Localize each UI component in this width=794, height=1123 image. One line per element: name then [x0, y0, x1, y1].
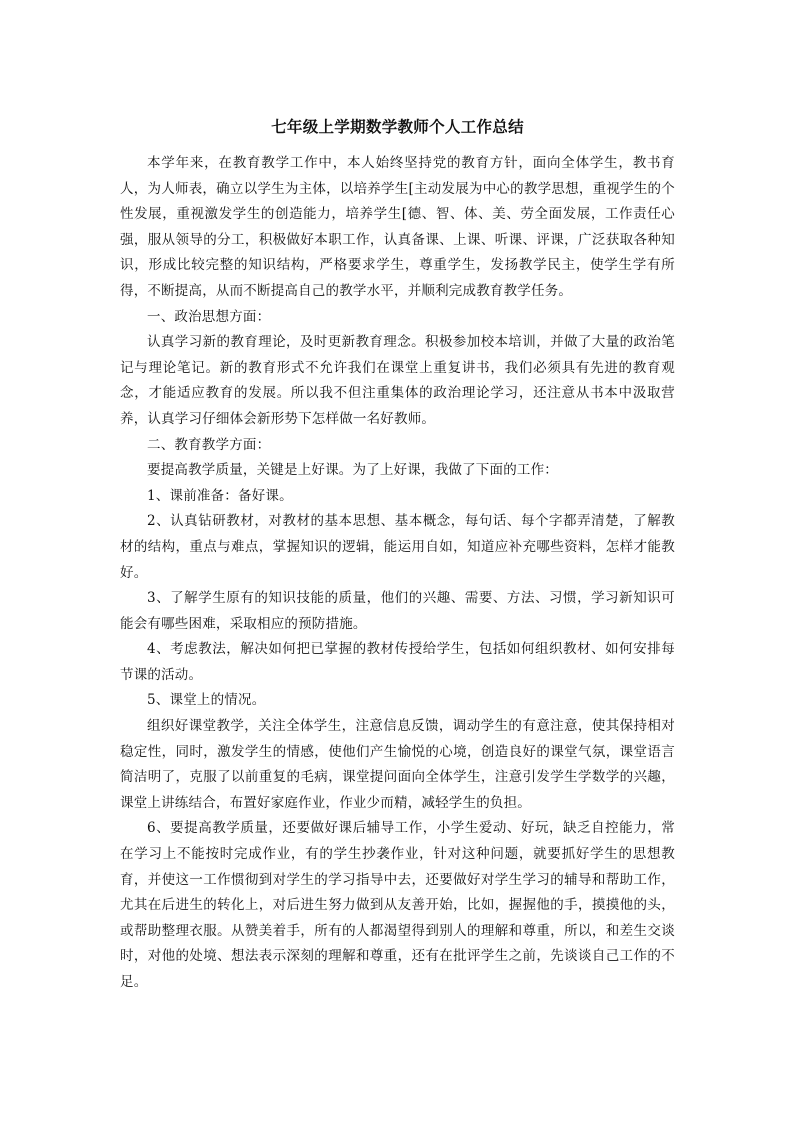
paragraph-intro: 本学年来，在教育教学工作中，本人始终坚持党的教育方针，面向全体学生，教书育人，为人师表，确立以学生为主体，以培养学生[主动发展为中心的教学思想，重视学生的个性发展，重视激发学生的创造能力，培养学生[德、智、体、美、劳全面发展，工作责任心强，服从领导的分工，积极做好本职工作，认真备课、上课、听课、评课，广泛获取各种知识，形成比较完整的知识结构，严格要求学生，尊重学生，发扬教学民主，使学生学有所得，不断提高，从而不断提高自己的教学水平，并顺利完成教育教学任务。 — [120, 155, 675, 299]
document-title: 七年级上学期数学教师个人工作总结 — [271, 117, 524, 136]
paragraph-classroom: 组织好课堂教学，关注全体学生，注意信息反馈，调动学生的有意注意，使其保持相对稳定性，同时，激发学生的情感，使他们产生愉悦的心境，创造良好的课堂气氛，课堂语言简洁明了，克服了以前重复的毛病，课堂提问面向全体学生，注意引发学生学数学的兴趣，课堂上讲练结合，布置好家庭作业，作业少而精，减轻学生的负担。 — [120, 718, 675, 811]
list-item-2: 2、认真钻研教材，对教材的基本思想、基本概念，每句话、每个字都弄清楚，了解教材的结构，重点与难点，掌握知识的逻辑，能运用自如，知道应补充哪些资料，怎样才能教好。 — [120, 513, 675, 581]
list-item-6: 6、要提高教学质量，还要做好课后辅导工作，小学生爱动、好玩，缺乏自控能力，常在学习上不能按时完成作业，有的学生抄袭作业，针对这种问题，就要抓好学生的思想教育，并使这一工作惯彻到对学生的学习指导中去，还要做好对学生学习的辅导和帮助工作，尤其在后进生的转化上，对后进生努力做到从友善开始，比如，握握他的手，摸摸他的头，或帮助整理衣服。从赞美着手，所有的人都渴望得到别人的理解和尊重，所以，和差生交谈时，对他的处境、想法表示深刻的理解和尊重，还有在批评学生之前，先谈谈自己工作的不足。 — [120, 820, 675, 990]
list-item-4: 4、考虑教法，解决如何把已掌握的教材传授给学生，包括如何组织教材、如何安排每节课的活动。 — [120, 641, 675, 683]
list-item-1: 1、课前准备：备好课。 — [147, 487, 293, 504]
list-item-3: 3、了解学生原有的知识技能的质量，他们的兴趣、需要、方法、习惯，学习新知识可能会有哪些困难，采取相应的预防措施。 — [120, 590, 675, 632]
list-item-5: 5、课堂上的情况。 — [147, 692, 266, 709]
heading-political-thought: 一、政治思想方面： — [147, 308, 271, 325]
document-page — [120, 116, 675, 996]
paragraph-political-thought: 认真学习新的教育理论，及时更新教育理念。积极参加校本培训，并做了大量的政治笔记与理论笔记。新的教育形式不允许我们在课堂上重复讲书，我们必须具有先进的教育观念，才能适应教育的发展。所以我不但注重集体的政治理论学习，还注意从书本中汲取营养，认真学习仔细体会新形势下怎样做一名好教师。 — [120, 334, 675, 427]
heading-education-teaching: 二、教育教学方面： — [147, 436, 271, 453]
paragraph-teaching-quality: 要提高教学质量，关键是上好课。为了上好课，我做了下面的工作： — [147, 462, 558, 479]
